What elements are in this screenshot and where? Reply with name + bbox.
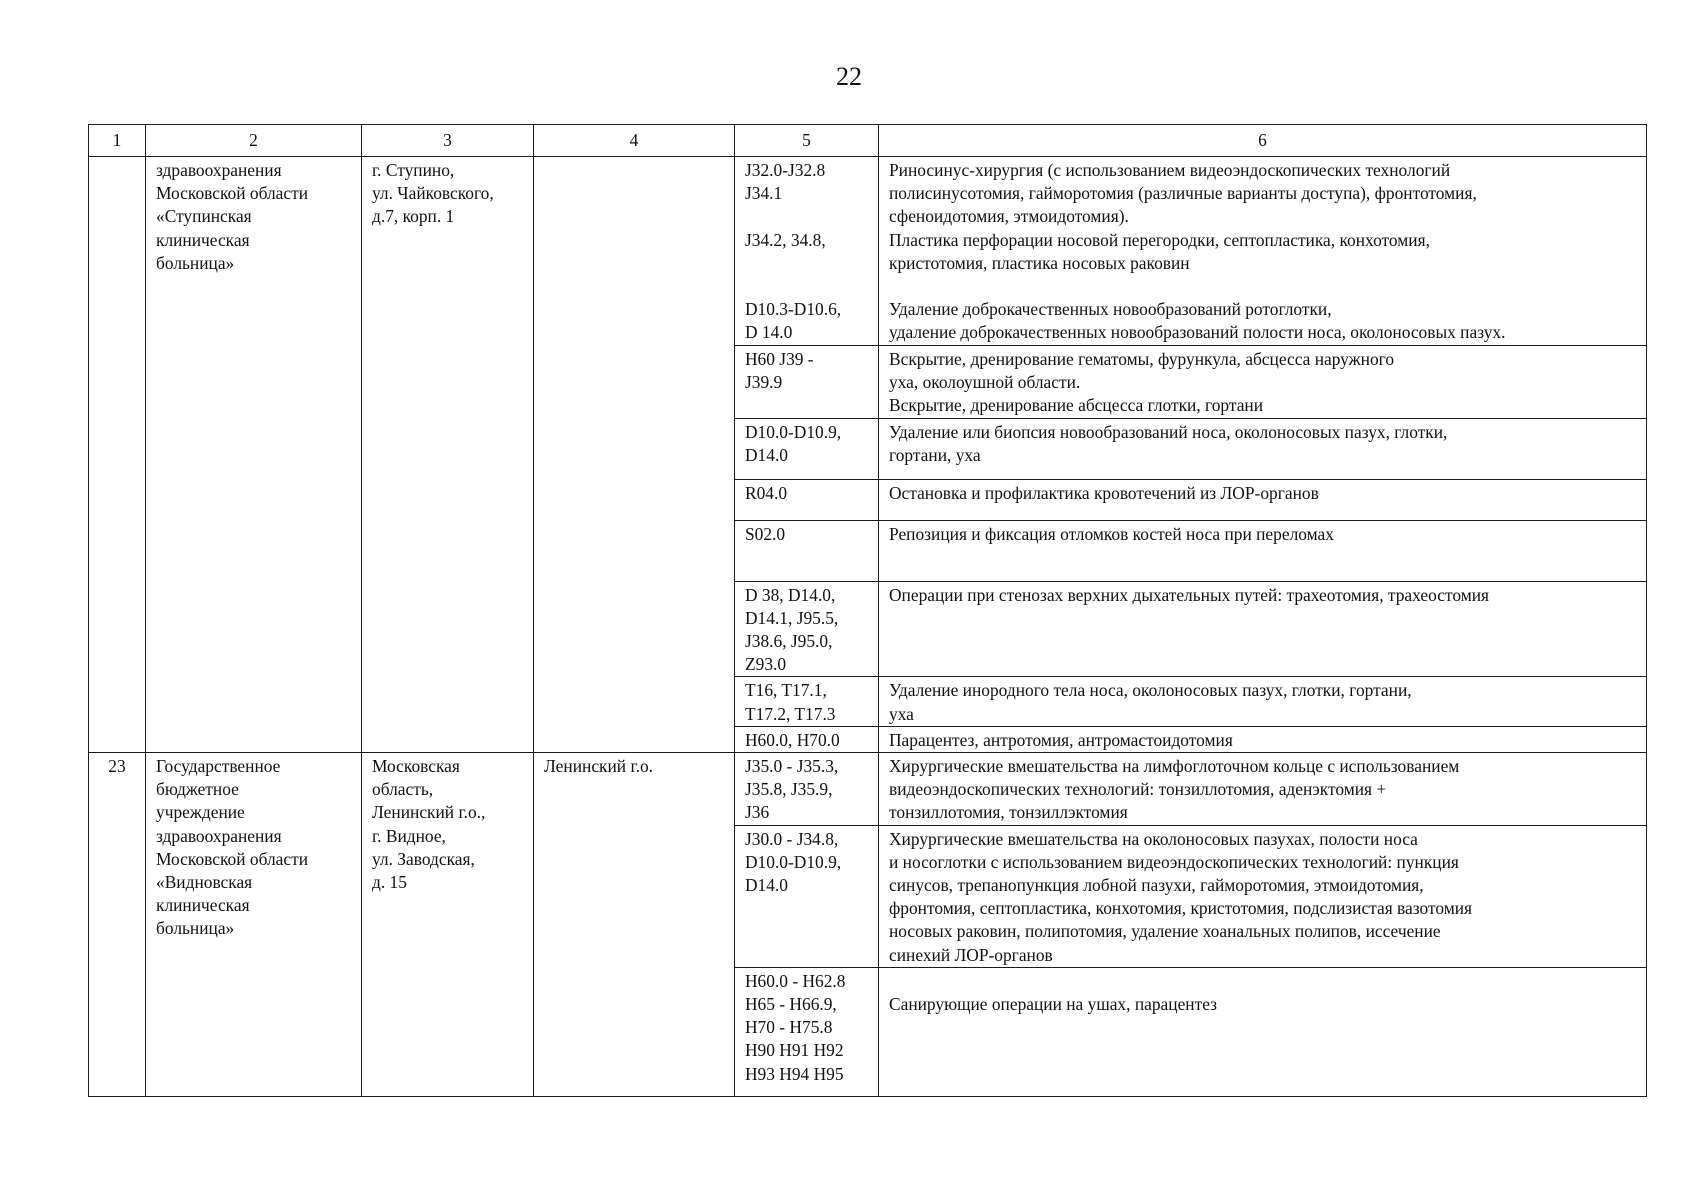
procedure-cell: Удаление или биопсия новообразований носа, околоносовых пазух, глотки, гортани, уха (879, 418, 1647, 479)
org-number-cell (89, 157, 146, 753)
procedure-cell: Репозиция и фиксация отломков костей носа при переломах (879, 520, 1647, 581)
services-table (88, 124, 1647, 1097)
icd-codes-cell: D10.0-D10.9, D14.0 (735, 418, 879, 479)
procedure-cell: Хирургические вмешательства на лимфоглоточном кольце с использованием видеоэндоскопических технологий: тонзиллотомия, аденэктомия + тонзиллотомия, тонзиллэктомия (879, 753, 1647, 826)
table-row (89, 157, 1647, 346)
icd-codes-cell: H60 J39 - J39.9 (735, 346, 879, 419)
procedure-cell: Вскрытие, дренирование гематомы, фурункула, абсцесса наружного уха, околоушной области. Вскрытие, дренирование абсцесса глотки, гортани (879, 346, 1647, 419)
icd-codes-cell: T16, T17.1, T17.2, T17.3 (735, 677, 879, 726)
org-district-cell (534, 157, 735, 753)
procedure-cell: Хирургические вмешательства на околоносовых пазухах, полости носа и носоглотки с использованием видеоэндоскопических технологий: пункция синусов, трепанопункция лобной пазухи, гайморотомия, этмоидотомия, фронтомия, септопластика, конхотомия, кристотомия, подслизистая вазотомия носовых раковин, полипотомия, удаление хоанальных полипов, иссечение синехий ЛОР-органов (879, 825, 1647, 967)
icd-codes-cell: H60.0, H70.0 (735, 726, 879, 752)
icd-codes-cell: D 38, D14.0, D14.1, J95.5, J38.6, J95.0, Z93.0 (735, 581, 879, 677)
procedure-cell: Парацентез, антротомия, антромастоидотомия (879, 726, 1647, 752)
org-district-cell: Ленинский г.о. (534, 753, 735, 1097)
header-row (89, 125, 1647, 157)
org-number-cell: 23 (89, 753, 146, 1097)
org-address-cell: г. Ступино, ул. Чайковского, д.7, корп. 1 (362, 157, 534, 753)
header-col-2: 2 (146, 125, 362, 157)
header-col-1: 1 (89, 125, 146, 157)
procedure-cell: Операции при стенозах верхних дыхательных путей: трахеотомия, трахеостомия (879, 581, 1647, 677)
header-col-5: 5 (735, 125, 879, 157)
org-name-cell: Государственное бюджетное учреждение здравоохранения Московской области «Видновская клиническая больница» (146, 753, 362, 1097)
header-col-3: 3 (362, 125, 534, 157)
header-col-6: 6 (879, 125, 1647, 157)
org-name-cell: здравоохранения Московской области «Ступинская клиническая больница» (146, 157, 362, 753)
page-number: 22 (836, 62, 862, 91)
procedure-cell: Санирующие операции на ушах, парацентез (879, 967, 1647, 1096)
icd-codes-cell: R04.0 (735, 479, 879, 520)
icd-codes-cell: H60.0 - H62.8 H65 - H66.9, H70 - H75.8 H90 H91 H92 H93 H94 H95 (735, 967, 879, 1096)
icd-codes-cell: J35.0 - J35.3, J35.8, J35.9, J36 (735, 753, 879, 826)
procedure-cell: Остановка и профилактика кровотечений из ЛОР-органов (879, 479, 1647, 520)
procedure-cell: Риносинус-хирургия (с использованием видеоэндоскопических технологий полисинусотомия, гайморотомия (различные варианты доступа), фронтотомия, сфеноидотомия, этмоидотомия). Пластика перфорации носовой перегородки, септопластика, конхотомия, кристотомия, пластика носовых раковин Удаление доброкачественных новообразований ротоглотки, удаление доброкачественных новообразований полости носа, околоносовых пазух. (879, 157, 1647, 346)
icd-codes-cell: J32.0-J32.8 J34.1 J34.2, 34.8, D10.3-D10.6, D 14.0 (735, 157, 879, 346)
org-address-cell: Московская область, Ленинский г.о., г. Видное, ул. Заводская, д. 15 (362, 753, 534, 1097)
header-col-4: 4 (534, 125, 735, 157)
icd-codes-cell: S02.0 (735, 520, 879, 581)
icd-codes-cell: J30.0 - J34.8, D10.0-D10.9, D14.0 (735, 825, 879, 967)
table-row (89, 753, 1647, 826)
procedure-cell: Удаление инородного тела носа, околоносовых пазух, глотки, гортани, уха (879, 677, 1647, 726)
